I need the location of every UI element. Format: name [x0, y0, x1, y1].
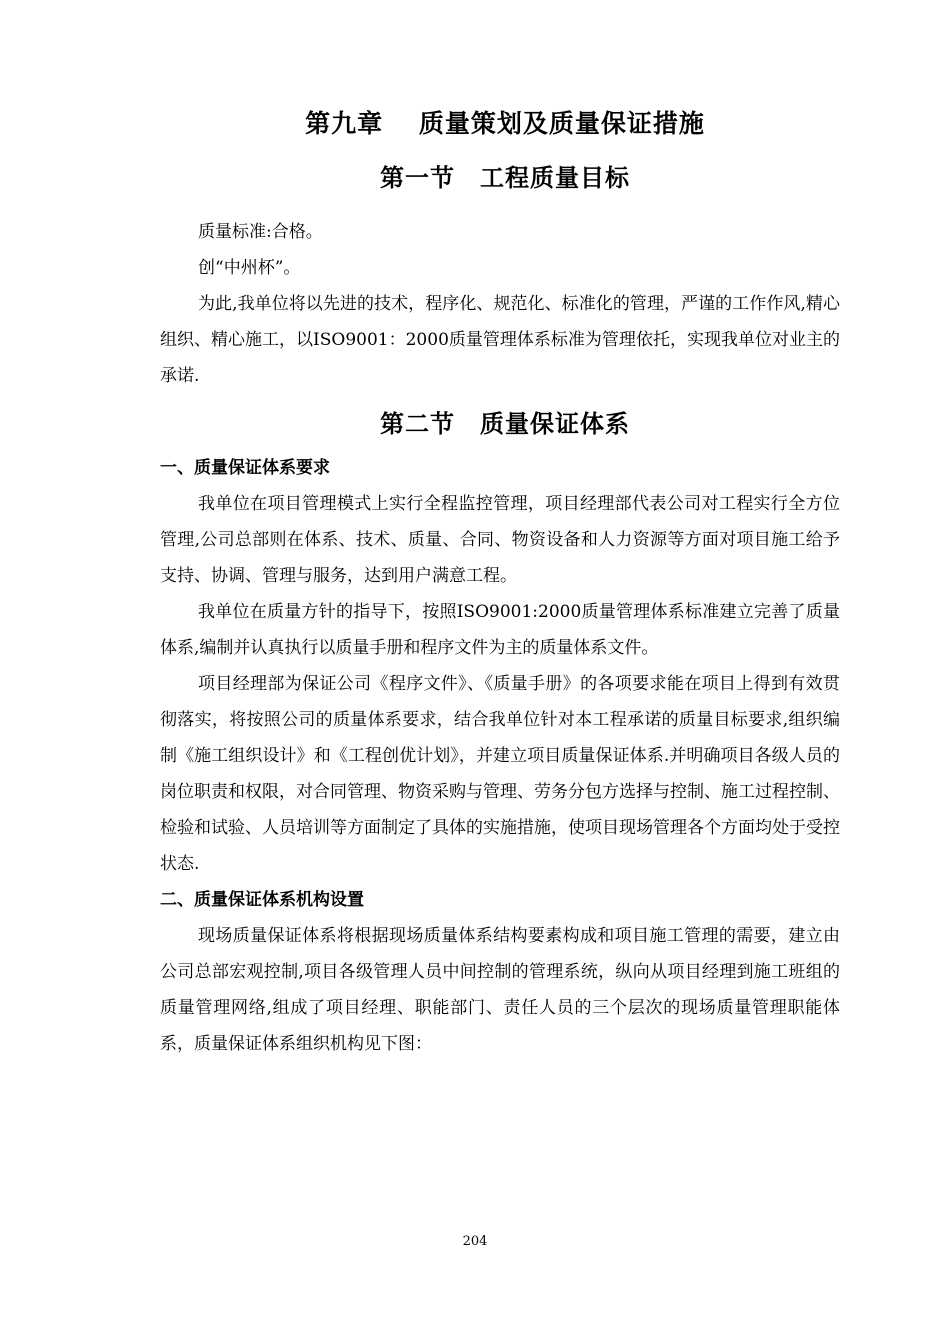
paragraph: 现场质量保证体系将根据现场质量体系结构要素构成和项目施工管理的需要，建立由公司总部宏观控制,项目各级管理人员中间控制的管理系统，纵向从项目经理到施工班组的质量管理网络,组成了项目经理、职能部门、责任人员的三个层次的现场质量管理职能体系，质量保证体系组织机构见下图：	[160, 926, 840, 1054]
section-title-1: 第一节 工程质量目标	[380, 163, 630, 192]
paragraph: 我单位在质量方针的指导下，按照ISO9001:2000质量管理体系标准建立完善了质量体系,编制并认真执行以质量手册和程序文件为主的质量体系文件。	[160, 602, 840, 658]
paragraph: 项目经理部为保证公司《程序文件》、《质量手册》的各项要求能在项目上得到有效贯彻落实，将按照公司的质量体系要求，结合我单位针对本工程承诺的质量目标要求,组织编制《施工组织设计》和《工程创优计划》，并建立项目质量保证体系.并明确项目各级人员的岗位职责和权限，对合同管理、物资采购与管理、劳务分包方选择与控制、施工过程控制、检验和试验、人员培训等方面制定了具体的实施措施，使项目现场管理各个方面均处于受控状态.	[160, 674, 840, 874]
section2-body	[160, 450, 840, 1062]
page-number: 204	[462, 1234, 488, 1249]
chapter-title: 第九章 质量策划及质量保证措施	[305, 109, 705, 138]
subsection-heading: 一、质量保证体系要求	[160, 458, 330, 478]
section-title-2: 第二节 质量保证体系	[380, 409, 630, 438]
paragraph: 为此,我单位将以先进的技术，程序化、规范化、标准化的管理，严谨的工作作风,精心组织、精心施工，以ISO9001：2000质量管理体系标准为管理依托，实现我单位对业主的承诺.	[160, 294, 840, 386]
subsection-heading: 二、质量保证体系机构设置	[160, 890, 364, 910]
paragraph: 我单位在项目管理模式上实行全程监控管理，项目经理部代表公司对工程实行全方位管理,公司总部则在体系、技术、质量、合同、物资设备和人力资源等方面对项目施工给予支持、协调、管理与服务，达到用户满意工程。	[160, 494, 840, 586]
paragraph: 创“中州杯”。	[198, 258, 301, 278]
page-content	[160, 104, 840, 1062]
section1-body	[160, 214, 840, 394]
paragraph: 质量标准:合格。	[198, 222, 323, 242]
